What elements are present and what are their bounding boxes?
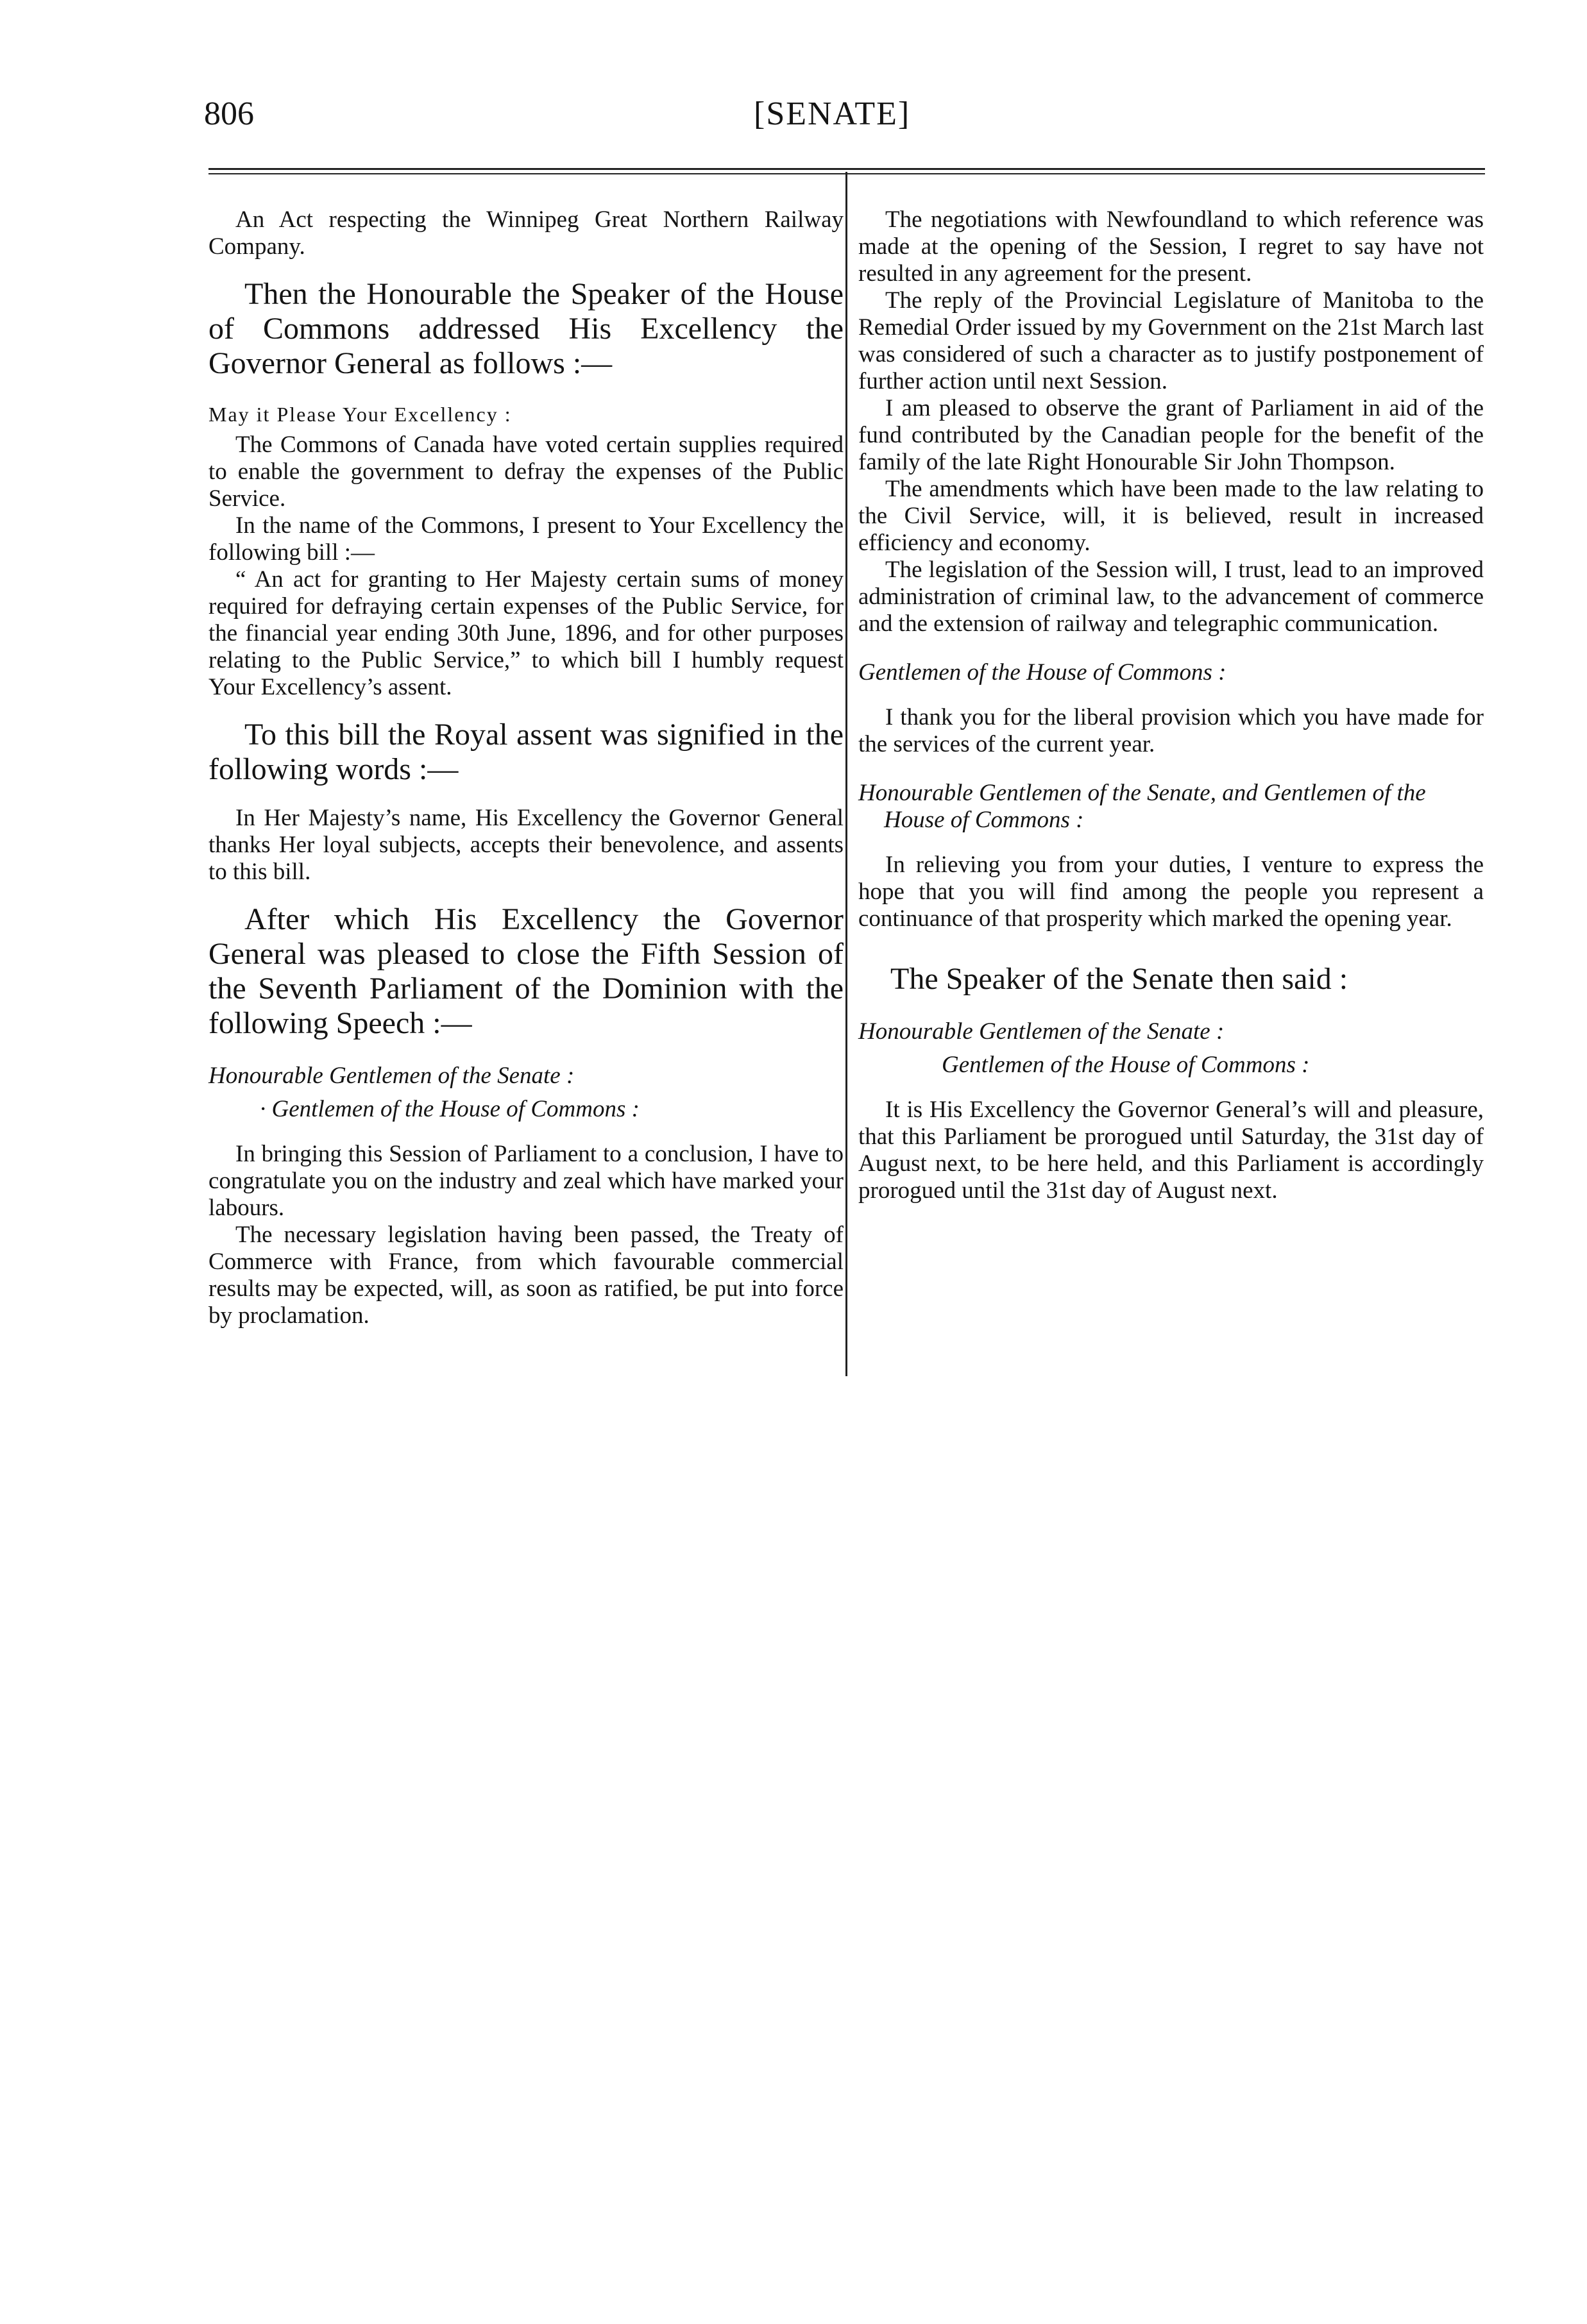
speech-paragraph-2: The necessary legislation having been passed, the Treaty of Commerce with France, from which favourable commercial results may be expected, will, as soon as ratified, be put into force by proclamation.	[208, 1222, 844, 1329]
commons-supplies-paragraph: The Commons of Canada have voted certain supplies required to enable the government to defray the expenses of the Public Service.	[208, 432, 844, 512]
salutation-commons-right: Gentlemen of the House of Commons :	[858, 659, 1226, 686]
salutation-senate: Honourable Gentlemen of the Senate :	[208, 1063, 575, 1089]
act-title: An Act respecting the Winnipeg Great Northern Railway Company.	[208, 206, 844, 260]
assent-words-paragraph: In Her Majesty’s name, His Excellency the Governor General thanks Her loyal subjects, accepts their benevolence, and assents to this bill.	[208, 805, 844, 885]
speech-paragraph-5: I am pleased to observe the grant of Parliament in aid of the fund contributed by the Canadian people for the benefit of the family of the late Right Honourable Sir John Thompson.	[858, 395, 1484, 475]
speech-paragraph-3: The negotiations with Newfoundland to which reference was made at the opening of the Session, I regret to say have not resulted in any agreement for the present.	[858, 206, 1484, 287]
speaker-address-heading: Then the Honourable the Speaker of the House of Commons addressed His Excellency the Governor General as follows :—	[208, 277, 844, 380]
salutation-commons-right-2: Gentlemen of the House of Commons :	[942, 1052, 1310, 1078]
speaker-senate-heading: The Speaker of the Senate then said :	[890, 962, 1348, 996]
bill-text-paragraph: “ An act for granting to Her Majesty certain sums of money required for defraying certain expenses of the Public Service, for the financial year ending 30th June, 1896, and for other purposes relating to the Public Service,” to which bill I humbly request Your Excellency’s assent.	[208, 566, 844, 700]
page-number: 806	[204, 96, 254, 132]
left-column	[208, 206, 844, 1329]
header-rule-top	[208, 168, 1485, 170]
salutation-excellency: May it Please Your Excellency :	[208, 403, 512, 426]
speech-paragraph-8: I thank you for the liberal provision which you have made for the services of the current year.	[858, 704, 1484, 757]
speech-paragraph-4: The reply of the Provincial Legislature of Manitoba to the Remedial Order issued by my Government on the 21st March last was considered of such a character as to justify postponement of further action until next Session.	[858, 287, 1484, 394]
present-bill-paragraph: In the name of the Commons, I present to Your Excellency the following bill :—	[208, 512, 844, 566]
right-column	[858, 206, 1484, 1204]
royal-assent-heading: To this bill the Royal assent was signified in the following words :—	[208, 718, 844, 786]
speech-paragraph-1: In bringing this Session of Parliament to a conclusion, I have to congratulate you on the industry and zeal which have marked your labours.	[208, 1141, 844, 1221]
closing-speech-heading: After which His Excellency the Governor General was pleased to close the Fifth Session of the Seventh Parliament of the Dominion with the following Speech :—	[208, 902, 844, 1040]
speech-paragraph-9: In relieving you from your duties, I venture to express the hope that you will find among the people you represent a continuance of that prosperity which marked the opening year.	[858, 852, 1484, 932]
salutation-senate-right: Honourable Gentlemen of the Senate :	[858, 1018, 1225, 1045]
salutation-commons: · Gentlemen of the House of Commons :	[260, 1096, 640, 1122]
column-divider	[845, 172, 847, 1376]
speech-paragraph-6: The amendments which have been made to the law relating to the Civil Service, will, it is believed, result in increased efficiency and economy.	[858, 476, 1484, 556]
salutation-senate-and-commons: Honourable Gentlemen of the Senate, and Gentlemen of the House of Commons :	[858, 780, 1426, 833]
running-head: [SENATE]	[754, 96, 911, 132]
prorogation-paragraph: It is His Excellency the Governor General’s will and pleasure, that this Parliament be prorogued until Saturday, the 31st day of August next, to be here held, and this Parliament is accordingly prorogued until the 31st day of August next.	[858, 1097, 1484, 1204]
speech-paragraph-7: The legislation of the Session will, I trust, lead to an improved administration of criminal law, to the advancement of commerce and the extension of railway and telegraphic communication.	[858, 557, 1484, 637]
